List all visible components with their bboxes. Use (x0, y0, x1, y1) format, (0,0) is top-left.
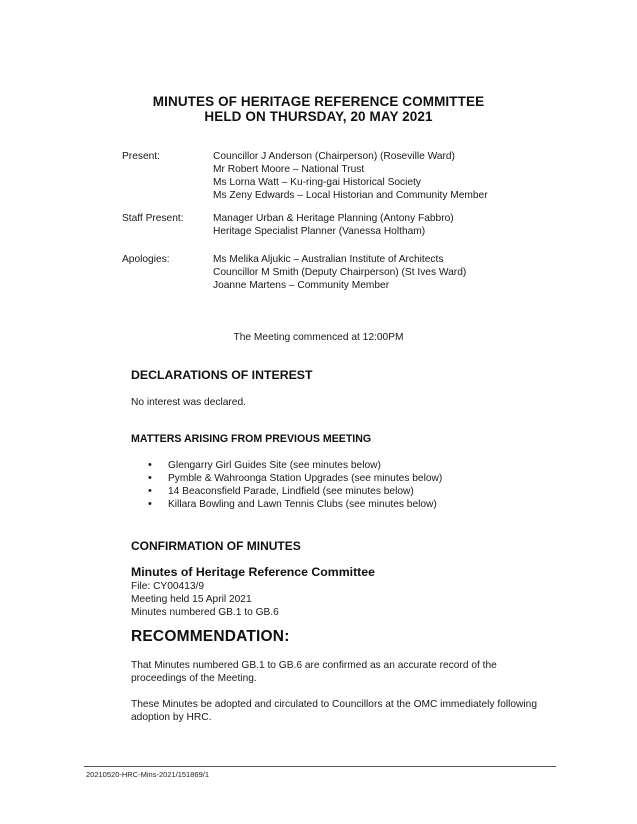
matters-arising-heading: MATTERS ARISING FROM PREVIOUS MEETING (131, 433, 372, 445)
attendee: Ms Zeny Edwards – Local Historian and Community Member (213, 190, 488, 201)
attendee: Mr Robert Moore – National Trust (213, 164, 365, 175)
declarations-text: No interest was declared. (131, 397, 246, 408)
apology: Joanne Martens – Community Member (213, 280, 390, 291)
confirmation-heading: CONFIRMATION OF MINUTES (131, 539, 301, 553)
matters-list (146, 459, 442, 511)
apology: Councillor M Smith (Deputy Chairperson) (St Ives Ward) (213, 267, 467, 278)
footer-divider (84, 766, 556, 767)
recommendation-heading: RECOMMENDATION: (131, 628, 290, 645)
list-item: • Killara Bowling and Lawn Tennis Clubs (see minutes below) (146, 498, 442, 511)
list-item: • Pymble & Wahroonga Station Upgrades (see minutes below) (146, 472, 442, 485)
apologies-names (213, 253, 633, 292)
minutes-item-title: Minutes of Heritage Reference Committee (131, 565, 375, 579)
recommendation-paragraph-2: These Minutes be adopted and circulated to Councillors at the OMC immediately following adoption by HRC. (131, 699, 538, 723)
apology: Ms Melika Aljukic – Australian Institute of Architects (213, 254, 444, 265)
staff-member: Manager Urban & Heritage Planning (Antony Fabbro) (213, 213, 454, 224)
attendee: Councillor J Anderson (Chairperson) (Roseville Ward) (213, 151, 455, 162)
minutes-numbered: Minutes numbered GB.1 to GB.6 (131, 607, 279, 618)
list-item: • 14 Beaconsfield Parade, Lindfield (see minutes below) (146, 485, 442, 498)
staff-member: Heritage Specialist Planner (Vanessa Holtham) (213, 226, 426, 237)
present-names (213, 150, 633, 202)
list-item: • Glengarry Girl Guides Site (see minutes below) (146, 459, 442, 472)
recommendation-paragraph-1: That Minutes numbered GB.1 to GB.6 are confirmed as an accurate record of the proceedings of the Meeting. (131, 660, 497, 684)
present-label: Present: (122, 151, 160, 162)
page-title-line-1: MINUTES OF HERITAGE REFERENCE COMMITTEE (152, 94, 485, 109)
apologies-label: Apologies: (122, 254, 170, 265)
footer-reference: 20210520-HRC-Mins-2021/151869/1 (86, 770, 209, 779)
declarations-heading: DECLARATIONS OF INTEREST (131, 368, 313, 382)
minutes-item-details (131, 580, 279, 619)
page-title-line-2: HELD ON THURSDAY, 20 MAY 2021 (204, 109, 433, 124)
staff-present-label: Staff Present: (122, 213, 184, 224)
attendee: Ms Lorna Watt – Ku-ring-gai Historical Society (213, 177, 421, 188)
file-reference: File: CY00413/9 (131, 581, 205, 592)
staff-names (213, 212, 633, 238)
meeting-commenced-note: The Meeting commenced at 12:00PM (233, 332, 404, 343)
meeting-date: Meeting held 15 April 2021 (131, 594, 252, 605)
